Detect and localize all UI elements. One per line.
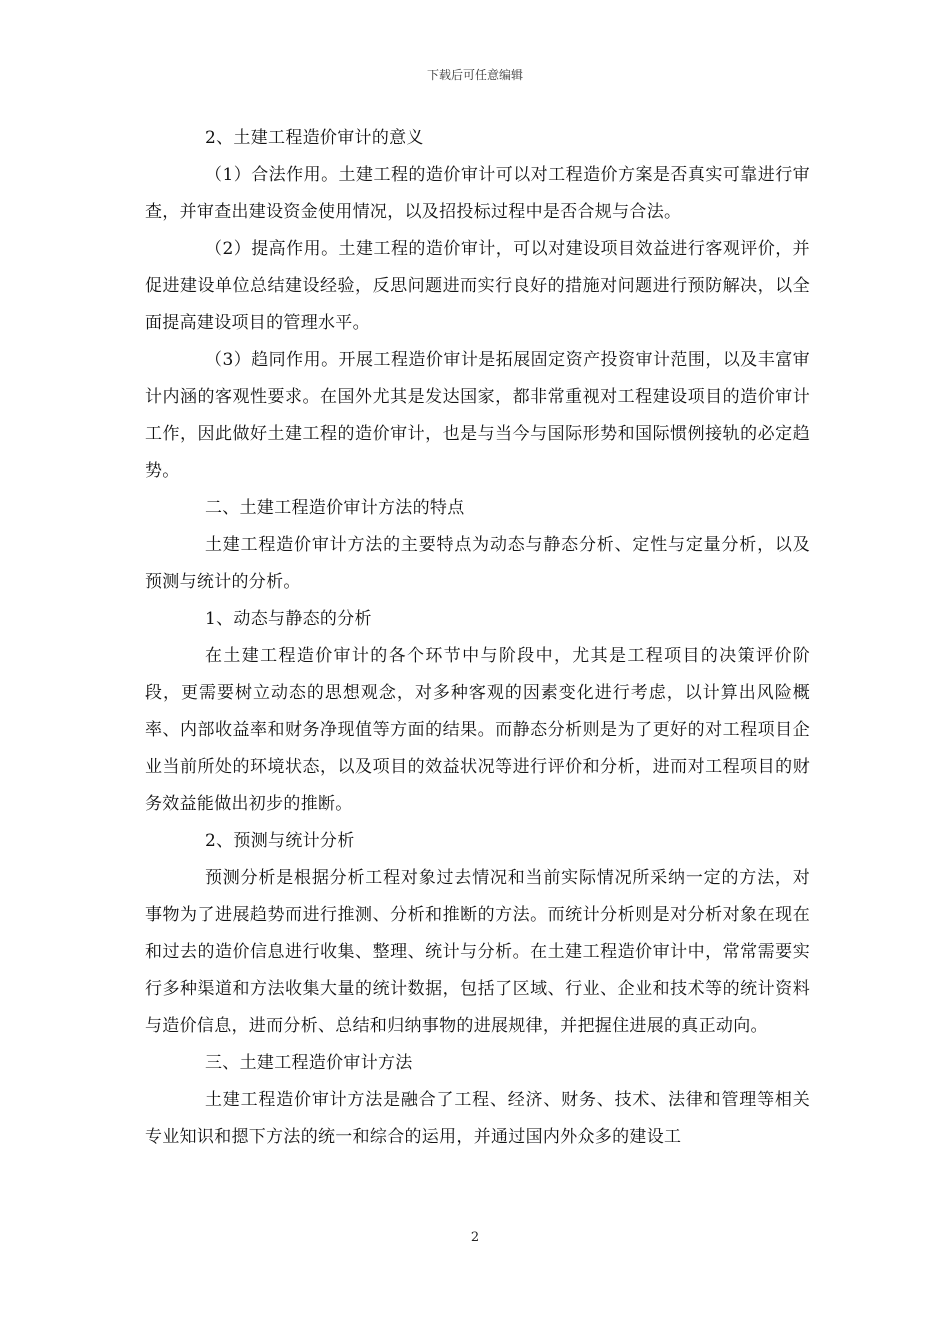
- page-number: 2: [470, 1230, 480, 1245]
- section-heading-method-features: 二、土建工程造价审计方法的特点: [205, 498, 465, 518]
- paragraph-legal-role: （1）合法作用。土建工程的造价审计可以对工程造价方案是否真实可靠进行审查，并审查出建设资金使用情况，以及招投标过程中是否合规与合法。: [145, 165, 810, 222]
- page-header: 下载后可任意编辑: [426, 68, 523, 82]
- paragraph-dynamic-static: 在土建工程造价审计的各个环节中与阶段中，尤其是工程项目的决策评价阶段，更需要树立动态的思想观念，对多种客观的因素变化进行考虑，以计算出风险概率、内部收益率和财务净现值等方面的结果。而静态分析则是为了更好的对工程项目企业当前所处的环境状态，以及项目的效益状况等进行评价和分析，进而对工程项目的财务效益能做出初步的推断。: [145, 646, 810, 814]
- paragraph-improvement-role: （2）提高作用。土建工程的造价审计，可以对建设项目效益进行客观评价，并促进建设单位总结建设经验，反思问题进而实行良好的措施对问题进行预防解决，以全面提高建设项目的管理水平。: [145, 239, 810, 333]
- paragraph-features-summary: 土建工程造价审计方法的主要特点为动态与静态分析、定性与定量分析，以及预测与统计的分析。: [145, 535, 810, 592]
- section-heading-significance: 2、土建工程造价审计的意义: [205, 128, 424, 148]
- paragraph-audit-methods: 土建工程造价审计方法是融合了工程、经济、财务、技术、法律和管理等相关专业知识和摁下方法的统一和综合的运用，并通过国内外众多的建设工: [145, 1090, 810, 1147]
- subheading-forecast-statistics: 2、预测与统计分析: [205, 831, 355, 851]
- subheading-dynamic-static: 1、动态与静态的分析: [205, 609, 372, 629]
- paragraph-forecast-statistics: 预测分析是根据分析工程对象过去情况和当前实际情况所采纳一定的方法，对事物为了进展趋势而进行推测、分析和推断的方法。而统计分析则是对分析对象在现在和过去的造价信息进行收集、整理、统计与分析。在土建工程造价审计中，常常需要实行多种渠道和方法收集大量的统计数据，包括了区域、行业、企业和技术等的统计资料与造价信息，进而分析、总结和归纳事物的进展规律，并把握住进展的真正动向。: [145, 868, 810, 1036]
- document-body: [145, 120, 810, 1156]
- paragraph-convergence-role: （3）趋同作用。开展工程造价审计是拓展固定资产投资审计范围，以及丰富审计内涵的客观性要求。在国外尤其是发达国家，都非常重视对工程建设项目的造价审计工作，因此做好土建工程的造价审计，也是与当今与国际形势和国际惯例接轨的必定趋势。: [145, 350, 810, 481]
- section-heading-audit-methods: 三、土建工程造价审计方法: [205, 1053, 413, 1073]
